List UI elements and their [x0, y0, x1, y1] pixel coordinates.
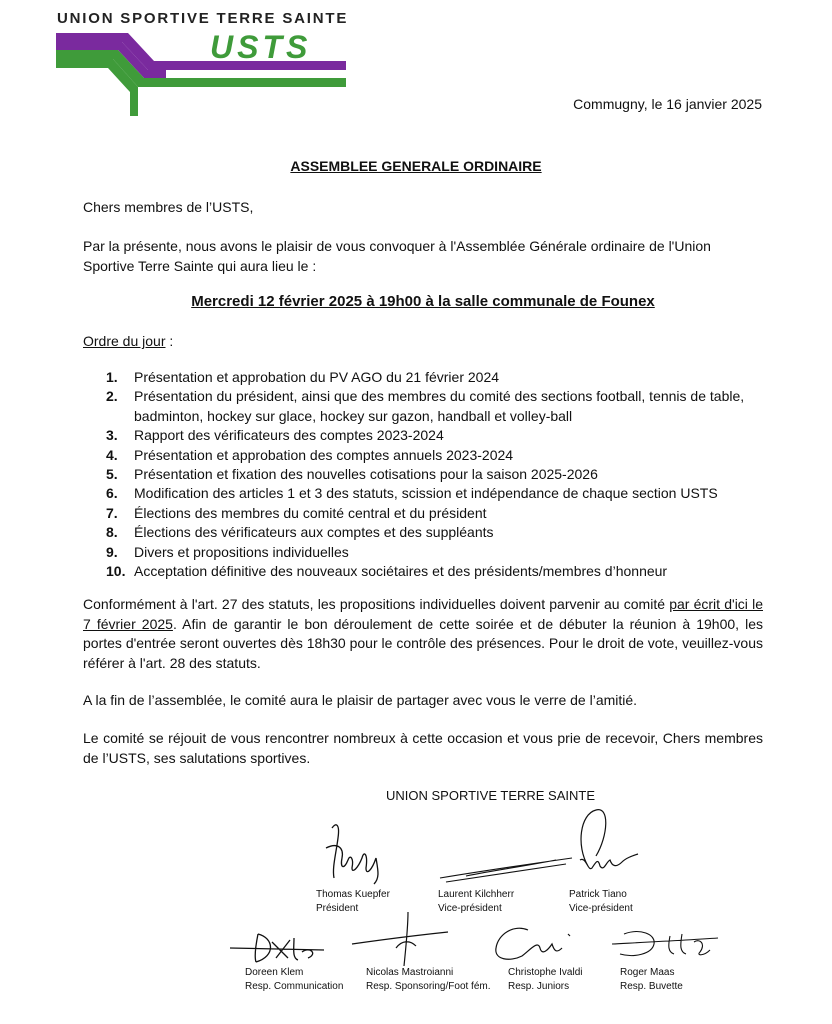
signatory-patrick-tiano	[569, 888, 633, 916]
proposals-deadline: par écrit d'ici le 7 février 2025	[83, 596, 763, 632]
agenda-item-text: Élections des membres du comité central et du président	[134, 504, 487, 521]
signatory-role: Président	[316, 903, 359, 914]
agenda-item	[106, 446, 766, 465]
agenda-item-number: 9.	[106, 543, 118, 560]
signature-org: UNION SPORTIVE TERRE SAINTE	[386, 788, 596, 803]
agenda-item-number: 3.	[106, 427, 118, 444]
document-title: ASSEMBLEE GENERALE ORDINAIRE	[290, 158, 542, 174]
agenda-item	[106, 504, 766, 523]
agenda-item-number: 5.	[106, 466, 118, 483]
agenda-item	[106, 368, 766, 387]
agenda-item-text: Élections des vérificateurs aux comptes et des suppléants	[134, 524, 494, 541]
signatory-role: Vice-président	[569, 903, 633, 914]
agenda-heading-label: Ordre du jour	[83, 333, 166, 349]
signatory-role: Resp. Sponsoring/Foot fém.	[366, 981, 491, 992]
agenda-item-text: Rapport des vérificateurs des comptes 2023-2024	[134, 427, 444, 444]
agenda-item-text: Présentation du président, ainsi que des membres du comité des sections football, tennis de table, badminton, hockey sur glace, hockey sur gazon, handball et volley-ball	[134, 388, 745, 424]
agenda-item	[106, 426, 766, 445]
signatory-doreen-klem	[245, 966, 343, 994]
signatory-role: Resp. Buvette	[620, 981, 683, 992]
signatory-name: Laurent Kilchherr	[438, 889, 515, 900]
proposals-paragraph	[83, 595, 763, 673]
meeting-line: Mercredi 12 février 2025 à 19h00 à la salle communale de Founex	[191, 293, 655, 310]
agenda-item-number: 7.	[106, 504, 118, 521]
agenda-item-text: Divers et propositions individuelles	[134, 543, 349, 560]
agenda-item-number: 6.	[106, 485, 118, 502]
signature-nicolas-mastroianni	[350, 910, 450, 968]
agenda-item	[106, 523, 766, 542]
signatory-name: Roger Maas	[620, 967, 675, 978]
logo-text: USTS	[210, 29, 312, 65]
agenda-item-number: 10.	[106, 563, 126, 580]
signature-laurent-kilchherr	[436, 848, 576, 888]
signature-thomas-kuepfer	[318, 818, 398, 888]
agenda-item-number: 1.	[106, 369, 118, 385]
agenda-item-text: Présentation et approbation des comptes annuels 2023-2024	[134, 446, 514, 463]
proposals-part2: . Afin de garantir le bon déroulement de cette soirée et de débuter la réunion à 19h00, les portes d'entrée seront ouvertes dès 18h30 pour le contrôle des présences. Pour le droit de vote, veuillez-vous référer à l'art. 28 des statuts.	[83, 615, 763, 671]
signatory-name: Christophe Ivaldi	[508, 967, 583, 978]
agenda-item	[106, 562, 766, 581]
agenda-heading-suffix: :	[165, 333, 174, 349]
agenda-item	[106, 387, 766, 426]
signatory-laurent-kilchherr	[438, 888, 514, 916]
agenda-item-number: 8.	[106, 524, 118, 541]
signatory-thomas-kuepfer	[316, 888, 390, 916]
signatory-role: Vice-président	[438, 903, 502, 914]
signatory-name: Doreen Klem	[245, 967, 304, 978]
agenda-item-text: Modification des articles 1 et 3 des statuts, scission et indépendance de chaque section USTS	[134, 485, 718, 502]
signatory-name: Patrick Tiano	[569, 889, 627, 900]
agenda-item-text: Acceptation définitive des nouveaux sociétaires et des présidents/membres d’honneur	[134, 563, 668, 580]
agenda-heading	[83, 333, 173, 349]
agenda-item-text: Présentation et fixation des nouvelles cotisations pour la saison 2025-2026	[134, 466, 598, 483]
signatory-roger-maas	[620, 966, 683, 994]
agenda-list	[106, 368, 766, 581]
agenda-item-number: 2.	[106, 388, 118, 405]
signatory-name: Thomas Kuepfer	[316, 889, 390, 900]
usts-logo	[56, 28, 348, 116]
signatory-role: Resp. Communication	[245, 981, 344, 992]
agenda-item-number: 4.	[106, 446, 118, 463]
intro-paragraph: Par la présente, nous avons le plaisir de vous convoquer à l'Assemblée Générale ordinaire de l'Union Sportive Terre Sainte qui aura lieu le :	[83, 238, 711, 274]
signatory-nicolas-mastroianni	[366, 966, 491, 994]
signatory-role: Resp. Juniors	[508, 981, 570, 992]
org-name: UNION SPORTIVE TERRE SAINTE	[57, 10, 349, 27]
signature-patrick-tiano	[566, 806, 646, 886]
signature-doreen-klem	[228, 928, 328, 968]
signatory-christophe-ivaldi	[508, 966, 582, 994]
signature-christophe-ivaldi	[488, 920, 588, 966]
proposals-part1: Conformément à l'art. 27 des statuts, les propositions individuelles doivent parvenir au comité	[83, 596, 670, 612]
closing-paragraph-2: Le comité se réjouit de vous rencontrer nombreux à cette occasion et vous prie de recevoir, Chers membres de l’USTS, ses salutations sportives.	[83, 730, 763, 766]
agenda-item-text: Présentation et approbation du PV AGO du 21 février 2024	[134, 369, 500, 385]
signatory-name: Nicolas Mastroianni	[366, 967, 454, 978]
agenda-item	[106, 543, 766, 562]
signature-roger-maas	[610, 924, 720, 964]
agenda-item	[106, 484, 766, 503]
greeting: Chers membres de l’USTS,	[83, 199, 254, 215]
date-line: Commugny, le 16 janvier 2025	[573, 96, 762, 112]
closing-paragraph-1: A la fin de l’assemblée, le comité aura le plaisir de partager avec vous le verre de l’amitié.	[83, 692, 638, 708]
agenda-item	[106, 465, 766, 484]
